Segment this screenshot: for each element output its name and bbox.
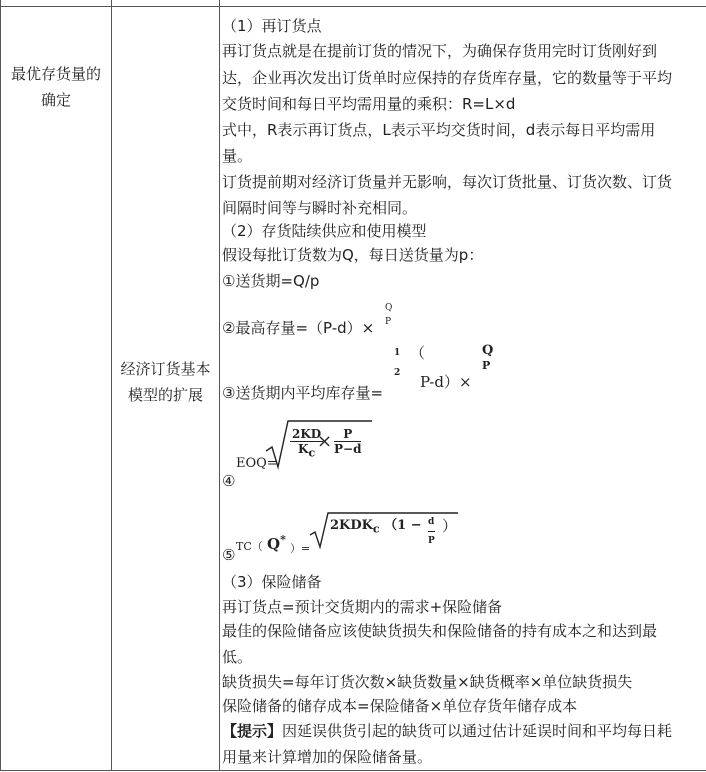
tc-frac-d-over-p xyxy=(428,513,435,550)
formula-number-5: ⑤ xyxy=(222,546,236,564)
tip-label: 【提示】 xyxy=(222,722,283,740)
text-line: 达，企业再次发出订货单时应保持的存货库存量，它的数量等于平均 xyxy=(222,69,673,87)
text-line: 订货提前期对经济订货量并无影响，每次订货批量、订货次数、订货 xyxy=(222,173,673,191)
table-main-row xyxy=(1,7,706,771)
text-line: 量。 xyxy=(222,147,253,165)
frac-denominator: P xyxy=(428,536,435,546)
text-line: 缺货损失=每年订货次数×缺货数量×缺货概率×单位缺货损失 xyxy=(222,673,633,691)
eoq-pd-numerator: P xyxy=(334,427,361,442)
frac-q-over-p-small xyxy=(385,299,392,331)
eoq-times: × xyxy=(317,431,333,452)
frac-numerator: 1 xyxy=(394,348,401,358)
eoq-numerator: 2KD xyxy=(292,427,322,441)
tc-eq: ）= xyxy=(290,542,311,555)
text-line: 式中，R表示再订货点，L表示平均交货时间，d表示每日平均需用 xyxy=(222,121,656,139)
eoq-denominator: $K_c$ xyxy=(298,442,316,460)
text-line: 保险储备的储存成本=保险储备×单位存货年储存成本 xyxy=(222,697,578,715)
sub-category-line2: 模型的扩展 xyxy=(127,385,203,404)
eoq-label: EOQ= xyxy=(236,456,278,471)
text-line: 间隔时间等与瞬时补充相同。 xyxy=(222,199,418,217)
formula-max-stock xyxy=(222,319,374,337)
paren-open: （ xyxy=(410,344,426,362)
tip-text: 因延误供货引起的缺货可以通过估计延误时间和平均每日耗 xyxy=(282,722,673,740)
formula-avg-stock-mid: P-d）× xyxy=(420,373,472,391)
sub-category-line1: 经济订货基本 xyxy=(120,359,211,378)
heading-continuous-supply: （2）存货陆续供应和使用模型 xyxy=(222,222,427,240)
sub-category-label xyxy=(112,356,219,408)
frac-denominator: 2 xyxy=(394,368,401,378)
text-line: 再订货点就是在提前订货的情况下，为确保存货用完时订货刚好到 xyxy=(222,42,658,60)
formula-delivery-period: ①送货期=Q/p xyxy=(222,272,320,290)
row-category-label xyxy=(1,7,111,113)
tc-paren-close: ） xyxy=(442,517,458,535)
frac-numerator: Q xyxy=(482,343,494,358)
frac-one-half xyxy=(394,344,400,382)
row-category-cell xyxy=(1,7,112,771)
sub-category-cell xyxy=(112,7,220,771)
text-line: 低。 xyxy=(222,648,253,666)
eoq-frac-right xyxy=(334,427,361,456)
content-cell xyxy=(220,7,706,771)
text-line: 交货时间和每日平均需用量的乘积：R=L×d xyxy=(222,95,516,113)
frac-q-over-p xyxy=(482,343,493,373)
formula-avg-stock-label: ③送货期内平均库存量= xyxy=(222,384,384,402)
tc-body: $2KDK_c$ （1 − xyxy=(330,518,422,536)
row-category-line2: 确定 xyxy=(40,91,71,109)
heading-reorder-point: （1）再订货点 xyxy=(222,17,322,35)
formula-avg-stock xyxy=(222,384,383,402)
text-line: 再订货点=预计交货期内的需求+保险储备 xyxy=(222,598,503,616)
heading-safety-stock: （3）保险储备 xyxy=(222,573,322,591)
tip-line xyxy=(222,722,672,740)
tc-label: TC（ xyxy=(236,540,263,553)
frac-numerator: d xyxy=(428,513,435,532)
formula-number-4: ④ xyxy=(222,472,236,490)
text-line: 最佳的保险储备应该使缺货损失和保险储备的持有成本之和达到最 xyxy=(222,622,658,640)
tc-q: Q* xyxy=(267,533,286,553)
frac-denominator: P xyxy=(385,317,392,327)
frac-numerator: Q xyxy=(385,303,393,313)
formula-max-stock-label: ②最高存量=（P-d）× xyxy=(222,319,375,337)
eoq-pd-denominator: P−d xyxy=(334,442,362,456)
frac-denominator: P xyxy=(482,359,491,372)
text-line: 假设每批订货数为Q，每日送货量为p： xyxy=(222,246,484,264)
text-line: 用量来计算增加的保险储备量。 xyxy=(222,748,433,766)
row-category-line1: 最优存货量的 xyxy=(10,65,101,83)
